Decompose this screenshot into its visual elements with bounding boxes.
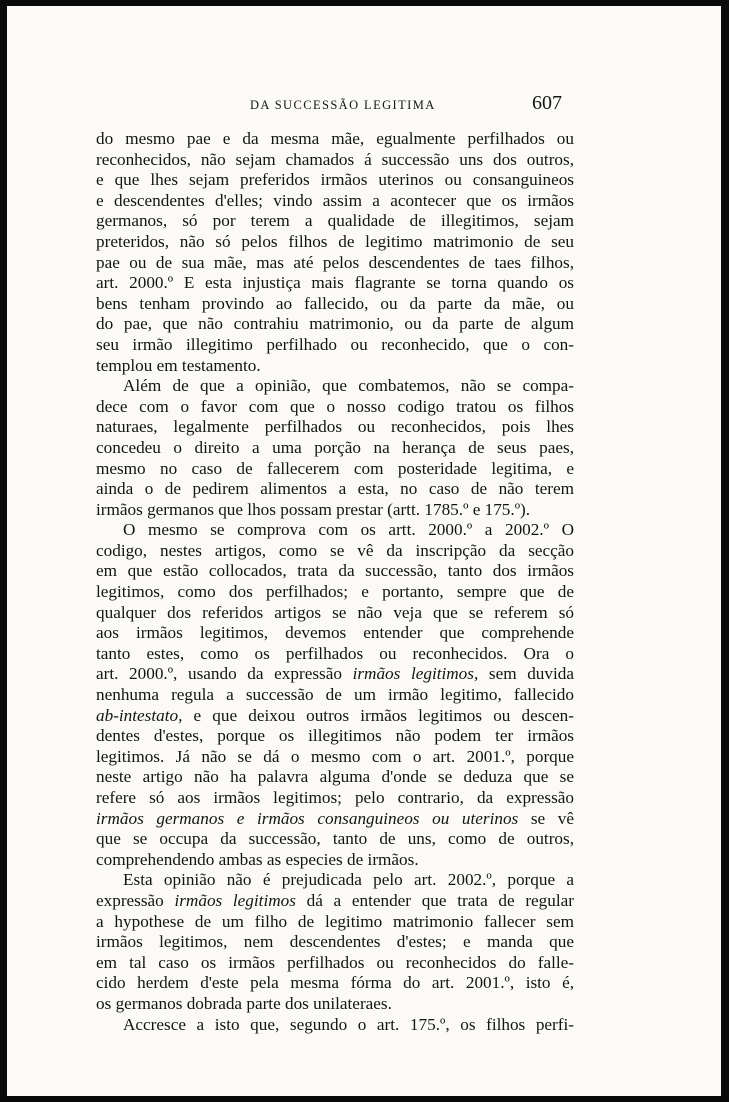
page-header [7, 94, 721, 118]
text-line: seu irmão illegitimo perfilhado ou reconhecido, que o con- [96, 334, 574, 354]
text-line: O mesmo se comprova com os artt. 2000.º a 2002.º O [123, 520, 574, 540]
text-run: dá a entender que trata de regular [295, 890, 574, 910]
text-line: Accresce a isto que, segundo o art. 175.º, os filhos perfi- [123, 1014, 574, 1034]
text-line: os germanos dobrada parte dos unilateraes. [96, 993, 392, 1013]
text-run: se vê [518, 808, 574, 828]
text-line: concedeu o direito a uma porção na herança de seus paes, [96, 437, 574, 457]
text-line: comprehendendo ambas as especies de irmãos. [96, 849, 419, 869]
text-line: a hypothese de um filho de legitimo matrimonio fallecer sem [96, 911, 574, 931]
text-line [96, 706, 574, 727]
text-line: ainda o de pedirem alimentos a esta, no caso de não terem [96, 479, 574, 499]
text-line: Esta opinião não é prejudicada pelo art. 2002.º, porque a [123, 870, 574, 890]
text-line: do mesmo pae e da mesma mãe, egualmente perfilhados ou [96, 129, 574, 148]
text-line: em tal caso os irmãos perfilhados ou reconhecidos do falle- [96, 952, 574, 972]
text-line: refere só aos irmãos legitimos; pelo contrario, da expressão [96, 788, 574, 807]
text-line: qualquer dos referidos artigos se não veja que se referem só [96, 602, 574, 622]
text-line: art. 2000.º E esta injustiça mais flagrante se torna quando os [96, 273, 574, 293]
text-line: codigo, nestes artigos, como se vê da inscripção da secção [96, 540, 574, 560]
text-run: expressão [96, 890, 175, 910]
text-line: legitimos, como dos perfilhados; e portanto, sempre que de [96, 582, 574, 602]
text-line: neste artigo não ha palavra alguma d'onde se deduza que se [96, 767, 574, 787]
paragraph-1 [96, 129, 574, 376]
text-line: reconhecidos, não sejam chamados á successão uns dos outros, [96, 149, 574, 169]
text-line [96, 664, 574, 685]
paragraph-2 [96, 376, 574, 520]
text-line: dece com o favor com que o nosso codigo tratou os filhos [96, 396, 574, 416]
text-line: mesmo no caso de fallecerem com posteridade legitima, e [96, 458, 574, 478]
text-run: sem duvida [478, 664, 574, 684]
text-line: do pae, que não contrahiu matrimonio, ou da parte de algum [96, 314, 574, 334]
text-line: germanos, só por terem a qualidade de illegitimos, sejam [96, 211, 574, 231]
text-line: irmãos germanos que lhos possam prestar (artt. 1785.º e 175.º). [96, 499, 531, 519]
text-line: dentes d'estes, porque os illegitimos não podem ter irmãos [96, 726, 574, 746]
text-line: bens tenham provindo ao fallecido, ou da parte da mãe, ou [96, 293, 574, 313]
text-line: legitimos. Já não se dá o mesmo com o art. 2001.º, porque [96, 746, 574, 766]
text-run: e que deixou outros irmãos legitimos ou descen- [182, 705, 574, 725]
italic-run: irmãos legitimos [174, 890, 296, 910]
text-line: preteridos, não só pelos filhos de legitimo matrimonio de seu [96, 231, 574, 251]
text-line: cido herdem d'este pela mesma fórma do art. 2001.º, isto é, [96, 973, 574, 993]
text-line: nenhuma regula a successão de um irmão legitimo, fallecido [96, 685, 574, 705]
text-line: que se occupa da successão, tanto de uns, como de outros, [96, 829, 574, 849]
text-line: naturaes, legalmente perfilhados ou reconhecidos, pois lhes [96, 417, 574, 437]
text-line: e descendentes d'elles; vindo assim a acontecer que os irmãos [96, 190, 574, 210]
text-line: Além de que a opinião, que combatemos, não se compa- [123, 376, 574, 396]
text-line [96, 891, 574, 912]
paragraph-4 [96, 870, 574, 1014]
paragraph-3 [96, 520, 574, 870]
text-run: art. 2000.º, usando da expressão [96, 664, 353, 684]
italic-run: ab-intestato, [96, 705, 183, 725]
italic-run: irmãos legitimos, [352, 664, 479, 684]
body-text [96, 129, 574, 1035]
paragraph-5 [96, 1015, 574, 1036]
running-title: DA SUCCESSÃO LEGITIMA [250, 98, 436, 112]
page-number: 607 [532, 92, 562, 114]
text-line: irmãos legitimos, nem descendentes d'estes; e manda que [96, 932, 574, 952]
text-line: templou em testamento. [96, 355, 261, 375]
text-line: em que estão collocados, trata da successão, tanto dos irmãos [96, 561, 574, 581]
text-line: aos irmãos legitimos, devemos entender que comprehende [96, 623, 574, 643]
text-line: e que lhes sejam preferidos irmãos uterinos ou consanguineos [96, 170, 574, 190]
text-line: tanto estes, como os perfilhados ou reconhecidos. Ora o [96, 643, 574, 663]
text-line: pae ou de sua mãe, mas até pelos descendentes de taes filhos, [96, 252, 574, 272]
italic-run: irmãos germanos e irmãos consanguineos ou uterinos [96, 808, 519, 828]
text-line [96, 809, 574, 830]
book-page [7, 6, 721, 1096]
